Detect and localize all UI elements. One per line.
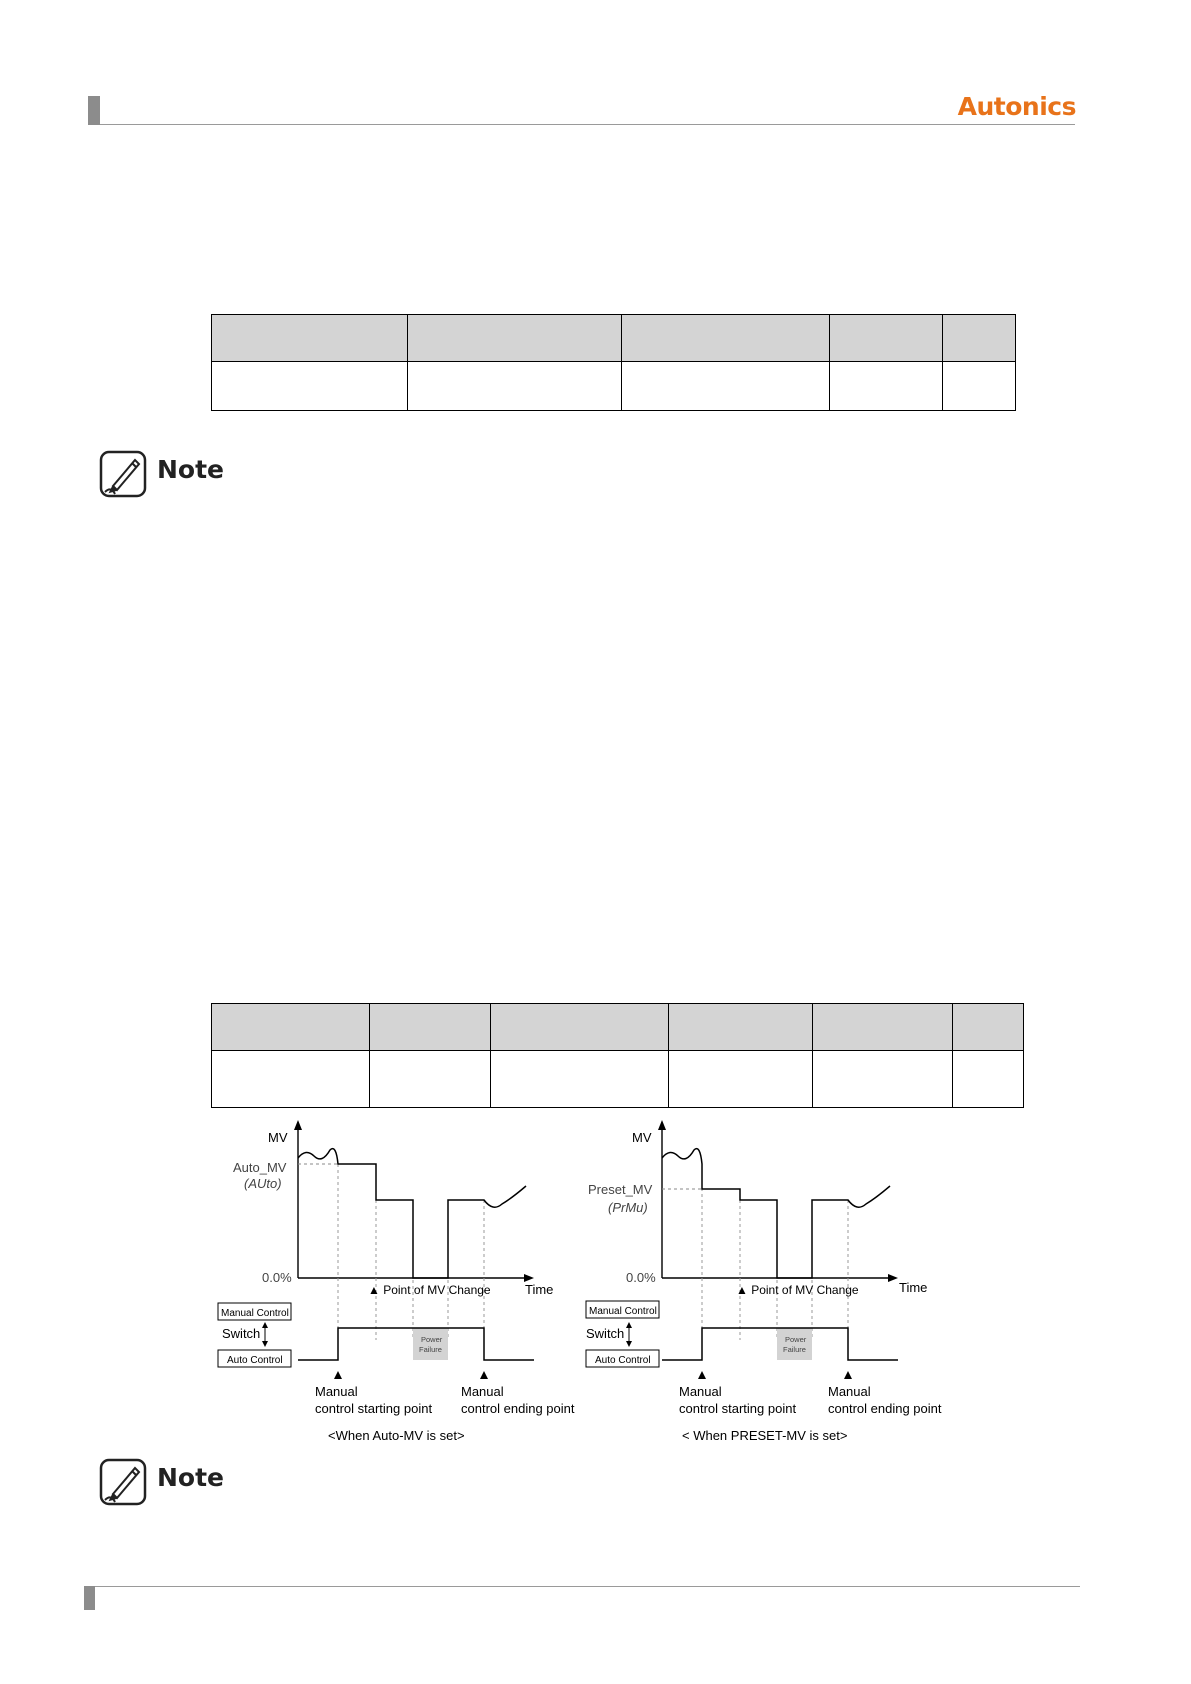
mv-curve — [662, 1149, 890, 1278]
zero-label: 0.0% — [262, 1270, 292, 1285]
note-label: Note — [157, 1463, 225, 1492]
table2-header-cell — [813, 1004, 953, 1051]
table2-header-cell — [491, 1004, 669, 1051]
table1-header-cell — [622, 315, 830, 362]
parameter-table-1 — [211, 314, 1016, 411]
change-marker-label: ▲ Point of MV Change — [736, 1283, 859, 1297]
note-callout-1 — [99, 450, 299, 496]
start-label-line2: control starting point — [679, 1401, 797, 1416]
footer-rule — [95, 1586, 1080, 1587]
header-accent-bar — [88, 96, 100, 125]
table1-cell — [622, 362, 830, 411]
manual-control-label: Manual Control — [589, 1306, 657, 1317]
power-failure-region — [413, 1328, 448, 1360]
y-axis-arrow — [294, 1120, 302, 1130]
table2-cell — [212, 1051, 370, 1108]
table1-cell — [830, 362, 943, 411]
diagram-caption: < When PRESET-MV is set> — [682, 1428, 848, 1443]
brand-logo: Autonics — [957, 92, 1076, 121]
end-label-line1: Manual — [461, 1384, 504, 1399]
note-pencil-icon — [99, 1458, 147, 1506]
manual-control-label: Manual Control — [221, 1308, 289, 1319]
note-callout-2 — [99, 1458, 299, 1504]
level-code: (AUto) — [244, 1176, 282, 1191]
level-label: Preset_MV — [588, 1182, 653, 1197]
table1-header-cell — [408, 315, 622, 362]
switch-arrow-up — [262, 1322, 268, 1328]
table2-cell — [491, 1051, 669, 1108]
table2-header-cell — [953, 1004, 1024, 1051]
power-failure-line2: Failure — [783, 1345, 806, 1354]
change-marker-label: ▲ Point of MV Change — [368, 1283, 491, 1297]
level-code: (PrMu) — [608, 1200, 648, 1215]
end-label-line2: control ending point — [828, 1401, 942, 1416]
note-pencil-icon — [99, 450, 147, 498]
power-failure-region — [777, 1328, 812, 1360]
x-axis-label: Time — [899, 1280, 928, 1295]
x-axis-arrow — [524, 1274, 534, 1282]
start-label-line2: control starting point — [315, 1401, 433, 1416]
table2-cell — [953, 1051, 1024, 1108]
x-axis-arrow — [888, 1274, 898, 1282]
time-guides — [338, 1164, 484, 1340]
switch-label: Switch — [222, 1326, 261, 1341]
start-label-line1: Manual — [315, 1384, 358, 1399]
switch-arrow-up — [626, 1322, 632, 1328]
table1-header-cell — [212, 315, 408, 362]
table1-cell — [408, 362, 622, 411]
end-marker — [480, 1371, 488, 1379]
y-axis-label: MV — [632, 1130, 652, 1145]
diagram-caption: <When Auto-MV is set> — [328, 1428, 465, 1443]
end-label-line2: control ending point — [461, 1401, 575, 1416]
footer-accent-bar — [84, 1586, 95, 1610]
zero-label: 0.0% — [626, 1270, 656, 1285]
table1-header-cell — [943, 315, 1016, 362]
header-rule — [100, 124, 1075, 125]
end-marker — [844, 1371, 852, 1379]
table2-header-cell — [669, 1004, 813, 1051]
end-label-line1: Manual — [828, 1384, 871, 1399]
y-axis-arrow — [658, 1120, 666, 1130]
table2-cell — [370, 1051, 491, 1108]
table1-cell — [943, 362, 1016, 411]
table2-header-cell — [370, 1004, 491, 1051]
time-guides — [702, 1164, 848, 1340]
table2-cell — [813, 1051, 953, 1108]
switch-label: Switch — [586, 1326, 625, 1341]
power-failure-line1: Power — [421, 1335, 443, 1344]
preset-mv-timing-diagram — [574, 1118, 964, 1458]
auto-control-label: Auto Control — [227, 1355, 283, 1366]
auto-control-label: Auto Control — [595, 1355, 651, 1366]
table2-cell — [669, 1051, 813, 1108]
switch-arrow-down — [262, 1341, 268, 1347]
table1-cell — [212, 362, 408, 411]
parameter-table-2 — [211, 1003, 1024, 1108]
note-label: Note — [157, 455, 225, 484]
start-label-line1: Manual — [679, 1384, 722, 1399]
power-failure-line1: Power — [785, 1335, 807, 1344]
switch-arrow-down — [626, 1341, 632, 1347]
start-marker — [334, 1371, 342, 1379]
table2-header-cell — [212, 1004, 370, 1051]
auto-mv-timing-diagram — [210, 1118, 600, 1458]
start-marker — [698, 1371, 706, 1379]
table1-header-cell — [830, 315, 943, 362]
power-failure-line2: Failure — [419, 1345, 442, 1354]
y-axis-label: MV — [268, 1130, 288, 1145]
mv-curve — [298, 1149, 526, 1278]
x-axis-label: Time — [525, 1282, 554, 1297]
level-label: Auto_MV — [233, 1160, 287, 1175]
